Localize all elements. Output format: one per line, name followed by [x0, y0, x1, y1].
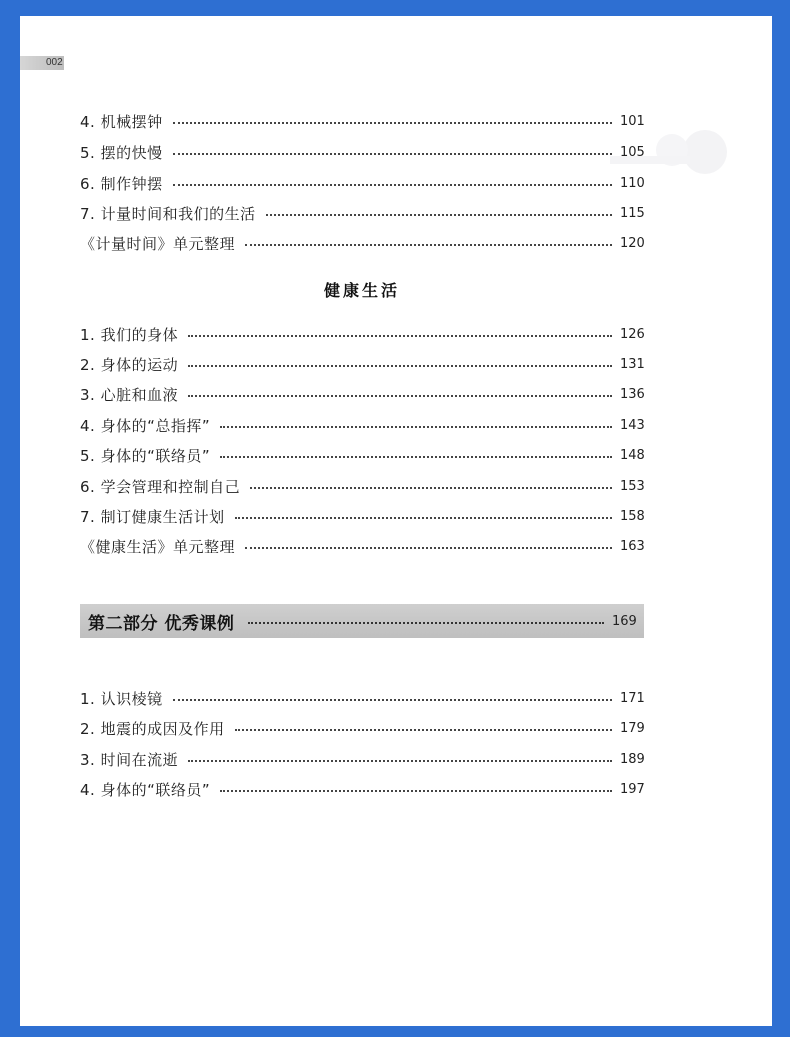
toc-entry-title: 4. 身体的“联络员” — [80, 780, 211, 799]
book-page — [20, 16, 772, 1026]
leader-dots — [188, 365, 612, 367]
toc-entry-title: 《健康生活》单元整理 — [80, 537, 236, 556]
toc-entry-page: 101 — [620, 113, 645, 129]
leader-dots — [248, 622, 604, 624]
toc-entry-title: 4. 身体的“总指挥” — [80, 416, 211, 435]
toc-entry-title: 2. 身体的运动 — [80, 355, 179, 374]
leader-dots — [173, 122, 612, 124]
toc-entry-page: 131 — [620, 356, 645, 372]
page-number: 002 — [46, 57, 63, 68]
part-heading-bar[interactable] — [80, 604, 644, 638]
toc-entry[interactable] — [80, 322, 644, 346]
toc-entry-page: 171 — [620, 690, 645, 706]
leader-dots — [220, 426, 612, 428]
toc-entry-title: 3. 时间在流逝 — [80, 750, 179, 769]
toc-entry-page: 153 — [620, 478, 645, 494]
toc-entry[interactable] — [80, 171, 644, 195]
toc-entry-title: 1. 我们的身体 — [80, 325, 179, 344]
leader-dots — [245, 244, 612, 246]
toc-entry[interactable] — [80, 777, 644, 801]
leader-dots — [266, 214, 612, 216]
toc-entry-title: 4. 机械摆钟 — [80, 112, 163, 131]
toc-entry-page: 143 — [620, 417, 645, 433]
toc-entry-title: 1. 认识棱镜 — [80, 689, 163, 708]
toc-entry[interactable] — [80, 474, 644, 498]
leader-dots — [188, 335, 612, 337]
toc-entry[interactable] — [80, 747, 644, 771]
section-heading: 健康生活 — [323, 281, 400, 300]
toc-entry-page: 126 — [620, 326, 645, 342]
toc-entry-title: 7. 计量时间和我们的生活 — [80, 204, 256, 223]
toc-entry-page: 136 — [620, 386, 645, 402]
leader-dots — [188, 395, 612, 397]
toc-entry-page: 158 — [620, 508, 645, 524]
leader-dots — [173, 699, 612, 701]
toc-entry-page: 197 — [620, 781, 645, 797]
part-heading-page: 169 — [612, 613, 637, 629]
toc-entry[interactable] — [80, 686, 644, 710]
leader-dots — [235, 729, 612, 731]
toc-entry-title: 6. 制作钟摆 — [80, 174, 163, 193]
leader-dots — [245, 547, 612, 549]
leader-dots — [250, 487, 612, 489]
leader-dots — [220, 456, 612, 458]
toc-entry-page: 105 — [620, 144, 645, 160]
toc-entry-title: 5. 摆的快慢 — [80, 143, 163, 162]
toc-entry[interactable] — [80, 352, 644, 376]
toc-entry[interactable] — [80, 201, 644, 225]
toc-entry[interactable] — [80, 716, 644, 740]
toc-entry-page: 179 — [620, 720, 645, 736]
toc-entry-title: 3. 心脏和血液 — [80, 385, 179, 404]
toc-entry-page: 163 — [620, 538, 645, 554]
leader-dots — [173, 153, 612, 155]
toc-entry[interactable] — [80, 443, 644, 467]
toc-entry[interactable] — [80, 109, 644, 133]
toc-entry[interactable] — [80, 140, 644, 164]
toc-entry-title: 2. 地震的成因及作用 — [80, 719, 225, 738]
toc-entry-page: 148 — [620, 447, 645, 463]
toc-entry[interactable] — [80, 231, 644, 255]
leader-dots — [235, 517, 612, 519]
toc-entry[interactable] — [80, 534, 644, 558]
leader-dots — [173, 184, 612, 186]
toc-entry-page: 115 — [620, 205, 645, 221]
toc-entry-title: 5. 身体的“联络员” — [80, 446, 211, 465]
toc-entry-title: 《计量时间》单元整理 — [80, 234, 236, 253]
toc-entry[interactable] — [80, 382, 644, 406]
leader-dots — [188, 760, 612, 762]
toc-entry-title: 7. 制订健康生活计划 — [80, 507, 225, 526]
toc-entry[interactable] — [80, 504, 644, 528]
part-heading-title: 第二部分 优秀课例 — [88, 613, 235, 634]
toc-entry[interactable] — [80, 413, 644, 437]
toc-entry-page: 189 — [620, 751, 645, 767]
toc-entry-page: 110 — [620, 175, 645, 191]
toc-entry-title: 6. 学会管理和控制自己 — [80, 477, 241, 496]
leader-dots — [220, 790, 612, 792]
toc-entry-page: 120 — [620, 235, 645, 251]
